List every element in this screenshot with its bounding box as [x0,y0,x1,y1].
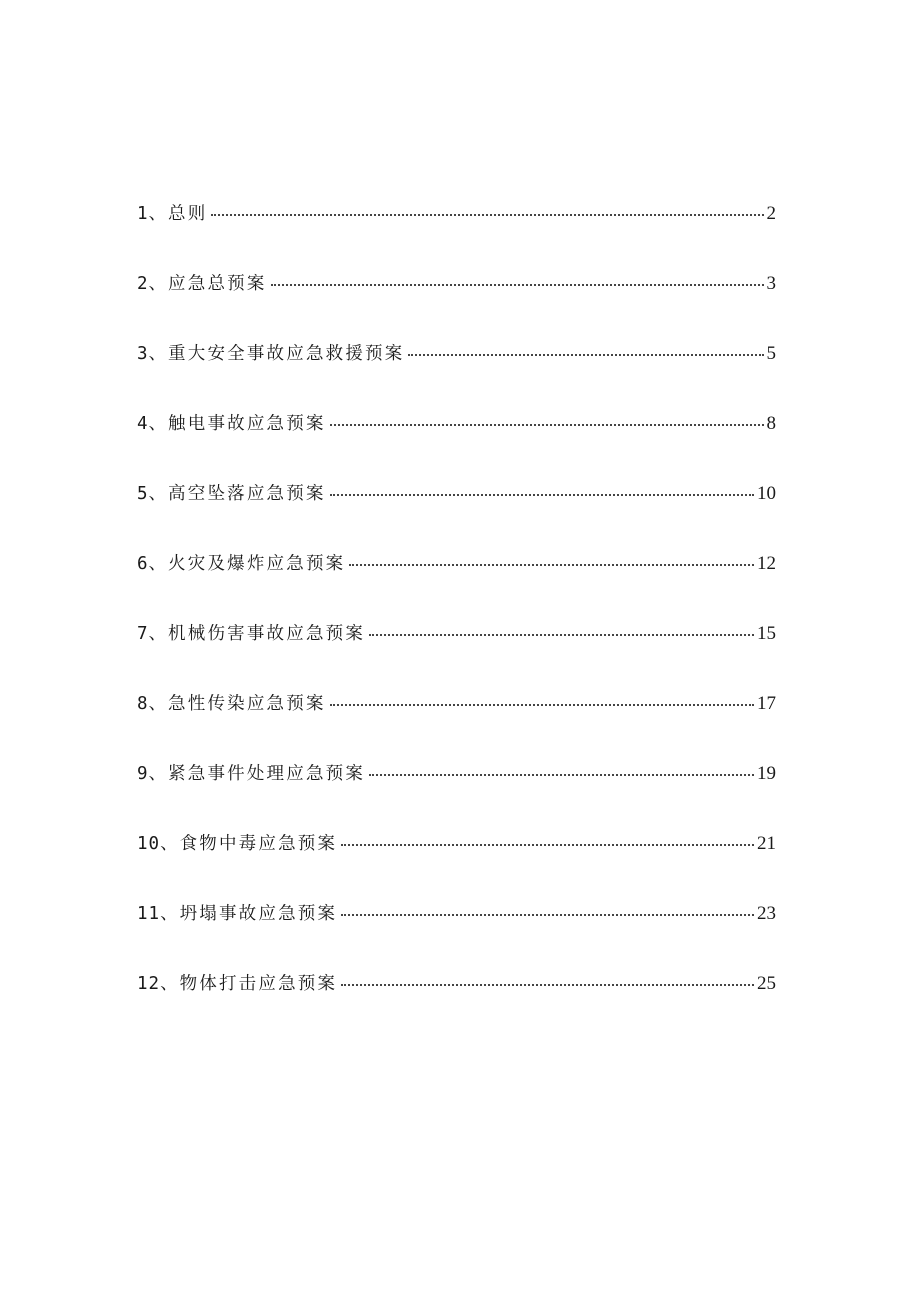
toc-entry[interactable] [137,690,776,760]
dot-leader [330,424,764,426]
toc-entry-separator: 、 [148,204,167,224]
toc-entry-separator: 、 [148,694,167,714]
toc-entry-title: 机械伤害事故应急预案 [168,624,366,644]
toc-entry-page: 8 [766,413,776,434]
dot-leader [330,494,754,496]
toc-entry-separator: 、 [148,344,167,364]
toc-entry-number: 7 [137,624,149,644]
toc-entry[interactable] [137,760,776,830]
toc-entry-title: 应急总预案 [168,274,267,294]
dot-leader [271,284,764,286]
toc-entry[interactable] [137,340,776,410]
toc-entry-number: 10 [137,834,161,854]
toc-entry-title: 紧急事件处理应急预案 [168,764,366,784]
toc-entry-title: 总则 [168,204,208,224]
toc-entry-number: 6 [137,554,149,574]
toc-entry-number: 3 [137,344,149,364]
toc-entry-number: 2 [137,274,149,294]
toc-entry-number: 4 [137,414,149,434]
toc-entry-separator: 、 [160,834,178,854]
toc-entry-title: 食物中毒应急预案 [179,834,338,854]
toc-entry-separator: 、 [148,624,167,644]
toc-entry-page: 10 [757,483,776,504]
toc-entry-page: 17 [757,693,776,714]
toc-entry[interactable] [137,410,776,480]
table-of-contents [137,200,776,1040]
toc-entry-page: 3 [766,273,776,294]
toc-entry-title: 高空坠落应急预案 [168,484,326,504]
toc-entry-title: 触电事故应急预案 [168,414,326,434]
toc-entry-number: 8 [137,694,149,714]
dot-leader [369,774,754,776]
dot-leader [349,564,754,566]
toc-entry-title: 火灾及爆炸应急预案 [168,554,346,574]
toc-entry-separator: 、 [148,274,167,294]
toc-entry-separator: 、 [148,764,167,784]
toc-entry-title: 重大安全事故应急救援预案 [168,344,405,364]
toc-entry[interactable] [137,480,776,550]
toc-entry-page: 23 [757,903,776,924]
toc-entry-page: 2 [766,203,776,224]
toc-entry-separator: 、 [148,414,167,434]
toc-entry[interactable] [137,550,776,620]
toc-entry-separator: 、 [148,554,167,574]
dot-leader [341,984,754,986]
dot-leader [330,704,754,706]
toc-entry-separator: 、 [160,974,178,994]
toc-entry[interactable] [137,900,776,970]
toc-entry-number: 11 [137,904,161,924]
toc-entry-page: 12 [757,553,776,574]
toc-entry[interactable] [137,270,776,340]
dot-leader [341,844,754,846]
dot-leader [369,634,754,636]
toc-entry-page: 19 [757,763,776,784]
toc-entry-number: 12 [137,974,161,994]
toc-entry-separator: 、 [148,484,167,504]
toc-entry-title: 物体打击应急预案 [179,974,338,994]
toc-entry[interactable] [137,620,776,690]
toc-entry-page: 15 [757,623,776,644]
toc-entry-page: 25 [757,973,776,994]
toc-entry[interactable] [137,200,776,270]
toc-entry-number: 9 [137,764,149,784]
toc-entry-number: 1 [137,204,149,224]
dot-leader [211,214,763,216]
toc-entry-title: 急性传染应急预案 [168,694,326,714]
dot-leader [341,914,754,916]
toc-entry-separator: 、 [160,904,178,924]
toc-entry-page: 5 [766,343,776,364]
toc-entry-title: 坍塌事故应急预案 [179,904,338,924]
dot-leader [408,354,763,356]
toc-entry-page: 21 [757,833,776,854]
toc-entry-number: 5 [137,484,149,504]
toc-entry[interactable] [137,830,776,900]
toc-entry[interactable] [137,970,776,1040]
